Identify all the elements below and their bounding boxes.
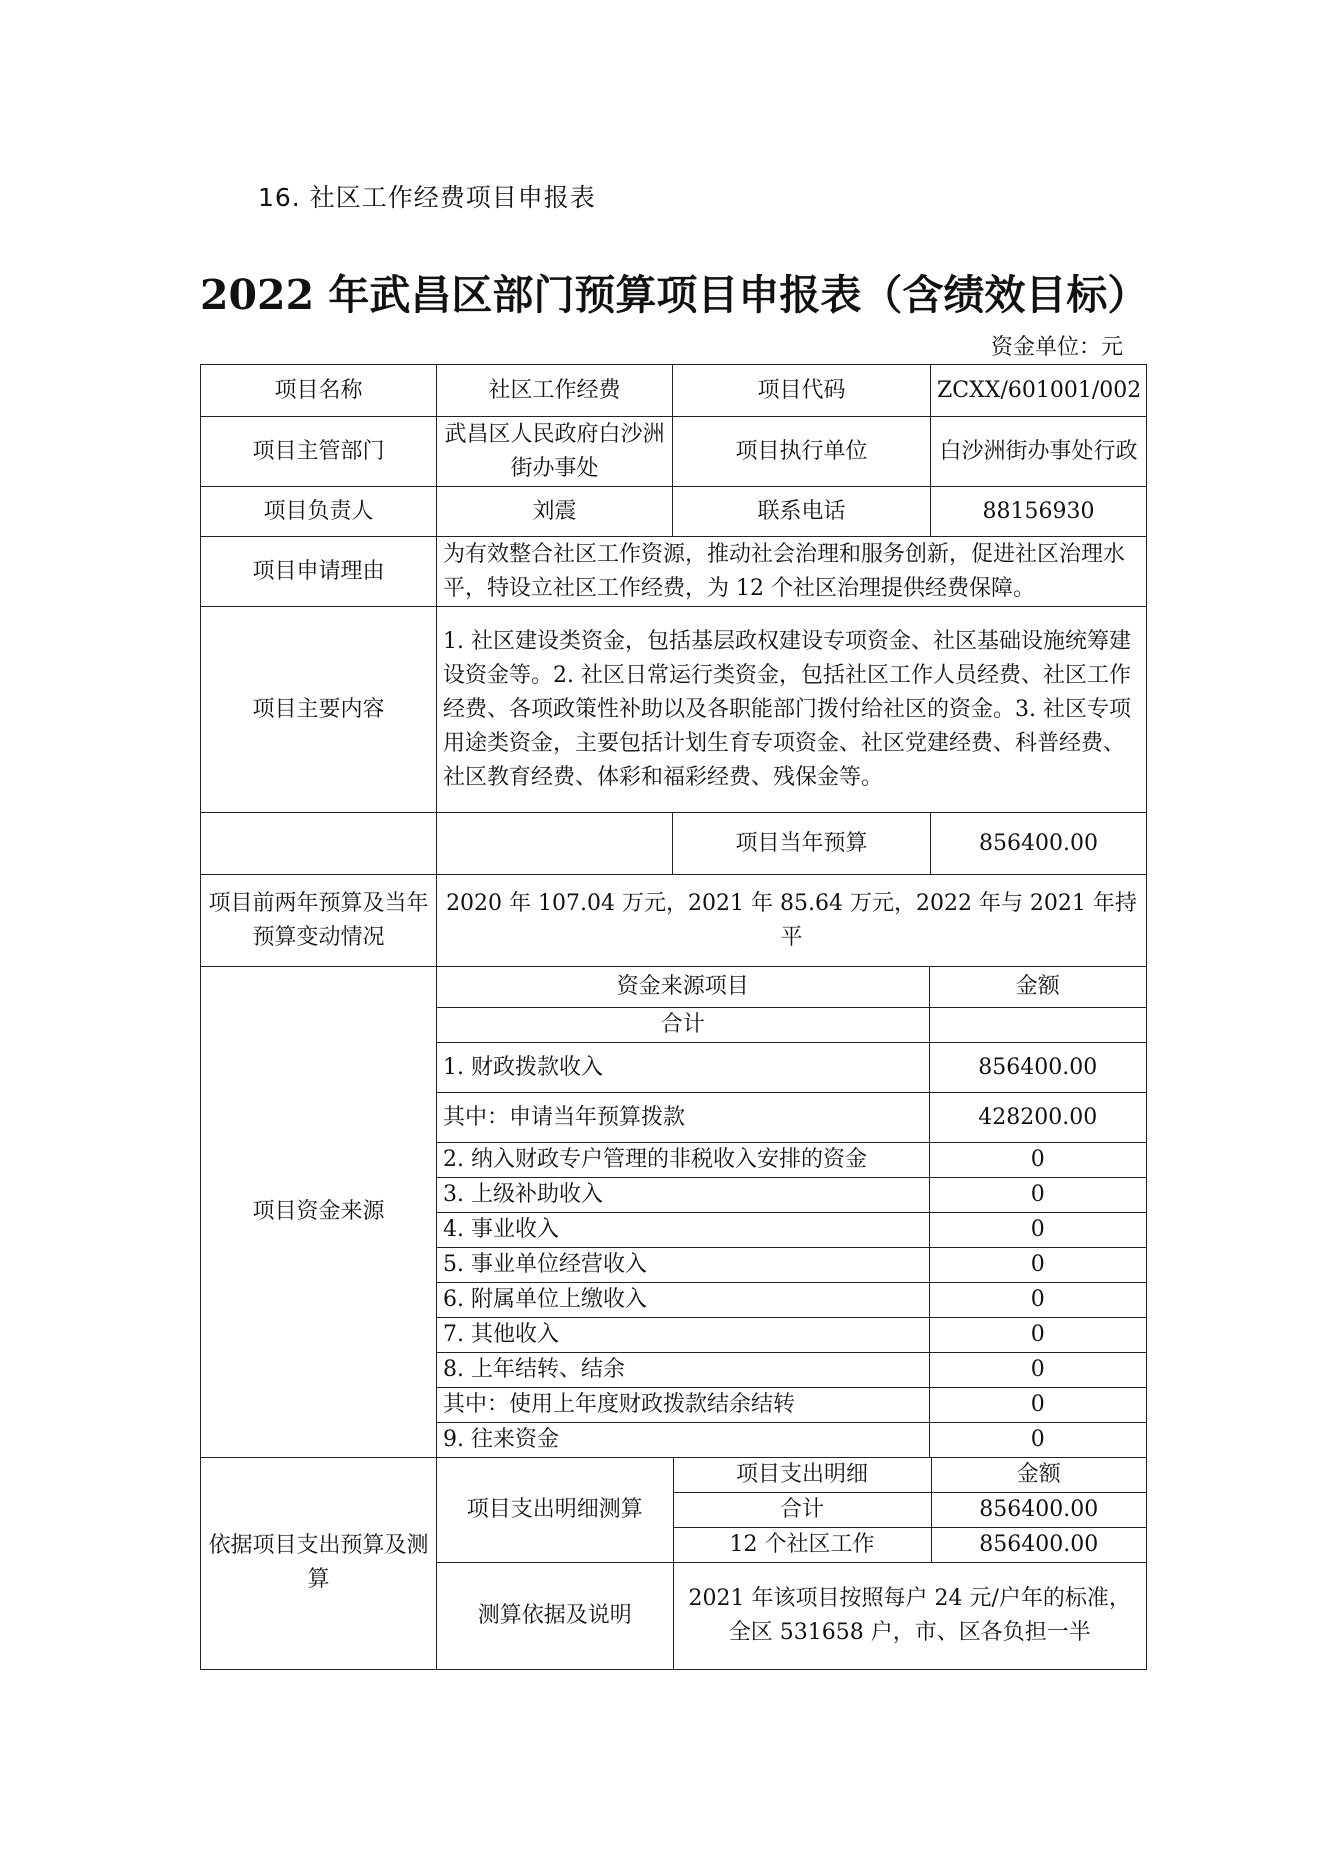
reason-value: 为有效整合社区工作资源，推动社会治理和服务创新，促进社区治理水平，特设立社区工作经费，为 12 个社区治理提供经费保障。	[437, 537, 1147, 607]
expense-total-label: 合计	[673, 1493, 931, 1528]
exec-unit-value: 白沙洲街办事处行政	[931, 417, 1147, 487]
funding-header-amount: 金额	[929, 967, 1146, 1008]
funding-amount: 0	[929, 1388, 1146, 1423]
funding-item: 2. 纳入财政专户管理的非税收入安排的资金	[437, 1143, 929, 1178]
funding-amount: 0	[929, 1143, 1146, 1178]
expense-row-item: 12 个社区工作	[673, 1528, 931, 1563]
funding-total-amount	[929, 1008, 1146, 1043]
funding-row	[437, 1093, 1146, 1143]
budget-value: 856400.00	[931, 813, 1147, 875]
basis-label: 测算依据及说明	[437, 1563, 673, 1669]
project-name-label: 项目名称	[201, 365, 437, 417]
funding-source-label: 项目资金来源	[201, 967, 437, 1458]
funding-row	[437, 1283, 1146, 1318]
funding-item: 3. 上级补助收入	[437, 1178, 929, 1213]
owner-value: 刘震	[437, 487, 673, 537]
currency-unit: 资金单位：元	[990, 335, 1123, 360]
funding-amount: 0	[929, 1178, 1146, 1213]
expense-row-amount: 856400.00	[931, 1528, 1146, 1563]
funding-amount: 0	[929, 1283, 1146, 1318]
funding-row	[437, 1318, 1146, 1353]
funding-row	[437, 1178, 1146, 1213]
expense-header-item: 项目支出明细	[673, 1458, 931, 1493]
funding-item: 8. 上年结转、结余	[437, 1353, 929, 1388]
phone-value: 88156930	[931, 487, 1147, 537]
funding-item: 6. 附属单位上缴收入	[437, 1283, 929, 1318]
content-value: 1. 社区建设类资金，包括基层政权建设专项资金、社区基础设施统筹建设资金等。2. 社区日常运行类资金，包括社区工作人员经费、社区工作经费、各项政策性补助以及各职能部门拨付给社区的资金。3. 社区专项用途类资金，主要包括计划生育专项资金、社区党建经费、科普经费、社区教育经费、体彩和福彩经费、残保金等。	[437, 607, 1147, 813]
funding-amount: 856400.00	[929, 1043, 1146, 1093]
basis-value: 2021 年该项目按照每户 24 元/户年的标准，全区 531658 户，市、区各负担一半	[673, 1563, 1146, 1669]
funding-source-table	[437, 967, 1146, 1457]
funding-row	[437, 1248, 1146, 1283]
project-code-value: ZCXX/601001/002	[931, 365, 1147, 417]
funding-item: 1. 财政拨款收入	[437, 1043, 929, 1093]
funding-row	[437, 1388, 1146, 1423]
project-name-value: 社区工作经费	[437, 365, 673, 417]
empty-cell	[437, 813, 673, 875]
page-title: 2022 年武昌区部门预算项目申报表（含绩效目标）	[200, 271, 1149, 319]
expense-header-amount: 金额	[931, 1458, 1146, 1493]
funding-item: 7. 其他收入	[437, 1318, 929, 1353]
funding-item: 其中：申请当年预算拨款	[437, 1093, 929, 1143]
funding-amount: 0	[929, 1353, 1146, 1388]
funding-total-label: 合计	[437, 1008, 929, 1043]
project-code-label: 项目代码	[673, 365, 931, 417]
expense-total-value: 856400.00	[931, 1493, 1146, 1528]
funding-header-item: 资金来源项目	[437, 967, 929, 1008]
funding-row	[437, 1143, 1146, 1178]
funding-row	[437, 1423, 1146, 1458]
funding-amount: 0	[929, 1248, 1146, 1283]
budget-label: 项目当年预算	[673, 813, 931, 875]
history-label: 项目前两年预算及当年预算变动情况	[201, 875, 437, 967]
funding-amount: 0	[929, 1423, 1146, 1458]
history-value: 2020 年 107.04 万元，2021 年 85.64 万元，2022 年与 2021 年持平	[437, 875, 1147, 967]
budget-application-table	[200, 364, 1147, 1670]
funding-amount: 0	[929, 1318, 1146, 1353]
funding-amount: 428200.00	[929, 1093, 1146, 1143]
phone-label: 联系电话	[673, 487, 931, 537]
funding-row	[437, 1213, 1146, 1248]
funding-item: 9. 往来资金	[437, 1423, 929, 1458]
funding-item: 其中：使用上年度财政拨款结余结转	[437, 1388, 929, 1423]
funding-row	[437, 1043, 1146, 1093]
expense-table	[437, 1458, 1146, 1669]
section-heading: 16. 社区工作经费项目申报表	[258, 183, 596, 212]
dept-value: 武昌区人民政府白沙洲街办事处	[437, 417, 673, 487]
dept-label: 项目主管部门	[201, 417, 437, 487]
expense-detail-label: 项目支出明细测算	[437, 1458, 673, 1563]
expense-label: 依据项目支出预算及测算	[201, 1458, 437, 1670]
funding-item: 4. 事业收入	[437, 1213, 929, 1248]
reason-label: 项目申请理由	[201, 537, 437, 607]
funding-item: 5. 事业单位经营收入	[437, 1248, 929, 1283]
content-label: 项目主要内容	[201, 607, 437, 813]
funding-row	[437, 1353, 1146, 1388]
exec-unit-label: 项目执行单位	[673, 417, 931, 487]
empty-cell	[201, 813, 437, 875]
owner-label: 项目负责人	[201, 487, 437, 537]
funding-amount: 0	[929, 1213, 1146, 1248]
